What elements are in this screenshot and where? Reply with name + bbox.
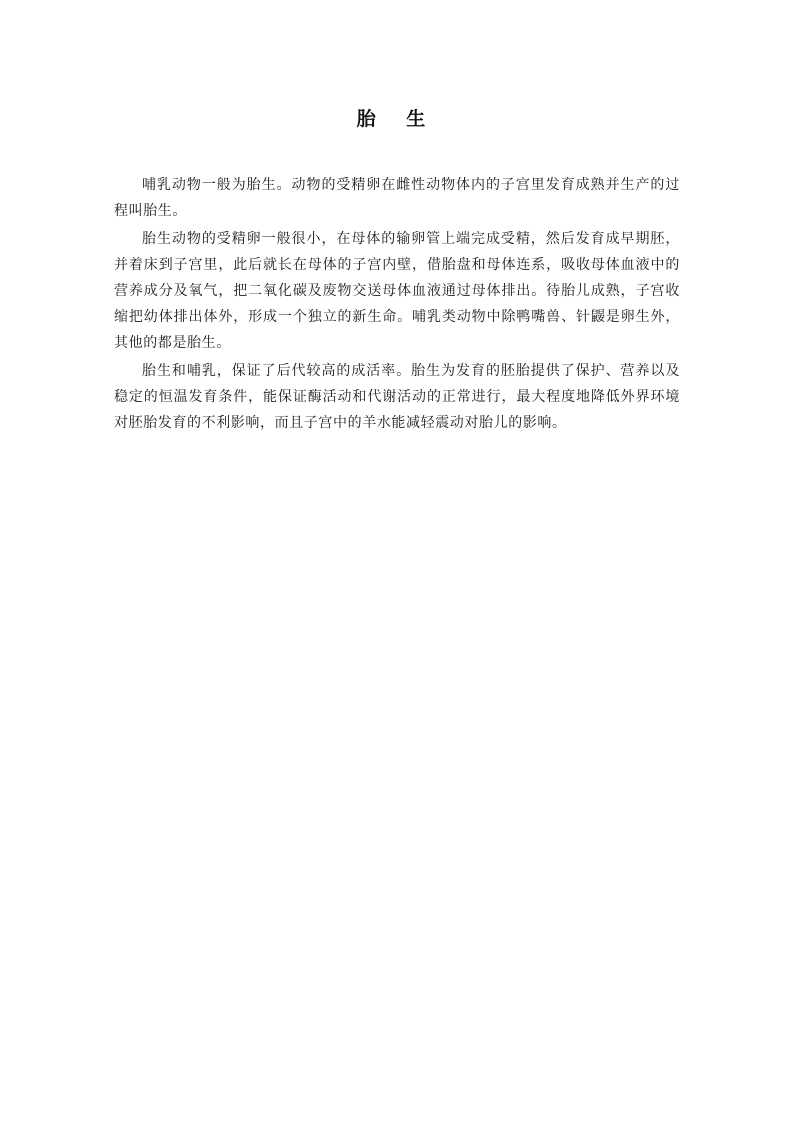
paragraph-1: 哺乳动物一般为胎生。动物的受精卵在雌性动物体内的子宫里发育成熟并生产的过程叫胎生。 (114, 177, 680, 219)
paragraph-2: 胎生动物的受精卵一般很小，在母体的输卵管上端完成受精，然后发育成早期胚，并着床到子宫里，此后就长在母体的子宫内壁，借胎盘和母体连系，吸收母体血液中的营养成分及氧气，把二氧化碳及废物交送母体血液通过母体排出。待胎儿成熟，子宫收缩把幼体排出体外，形成一个独立的新生命。哺乳类动物中除鸭嘴兽、针鼹是卵生外，其他的都是胎生。 (114, 231, 680, 351)
document-title: 胎 生 (356, 108, 438, 130)
paragraph-3: 胎生和哺乳，保证了后代较高的成活率。胎生为发育的胚胎提供了保护、营养以及稳定的恒温发育条件，能保证酶活动和代谢活动的正常进行，最大程度地降低外界环境对胚胎发育的不利影响，而且子宫中的羊水能减轻震动对胎儿的影响。 (114, 363, 680, 431)
document-body (114, 172, 680, 438)
